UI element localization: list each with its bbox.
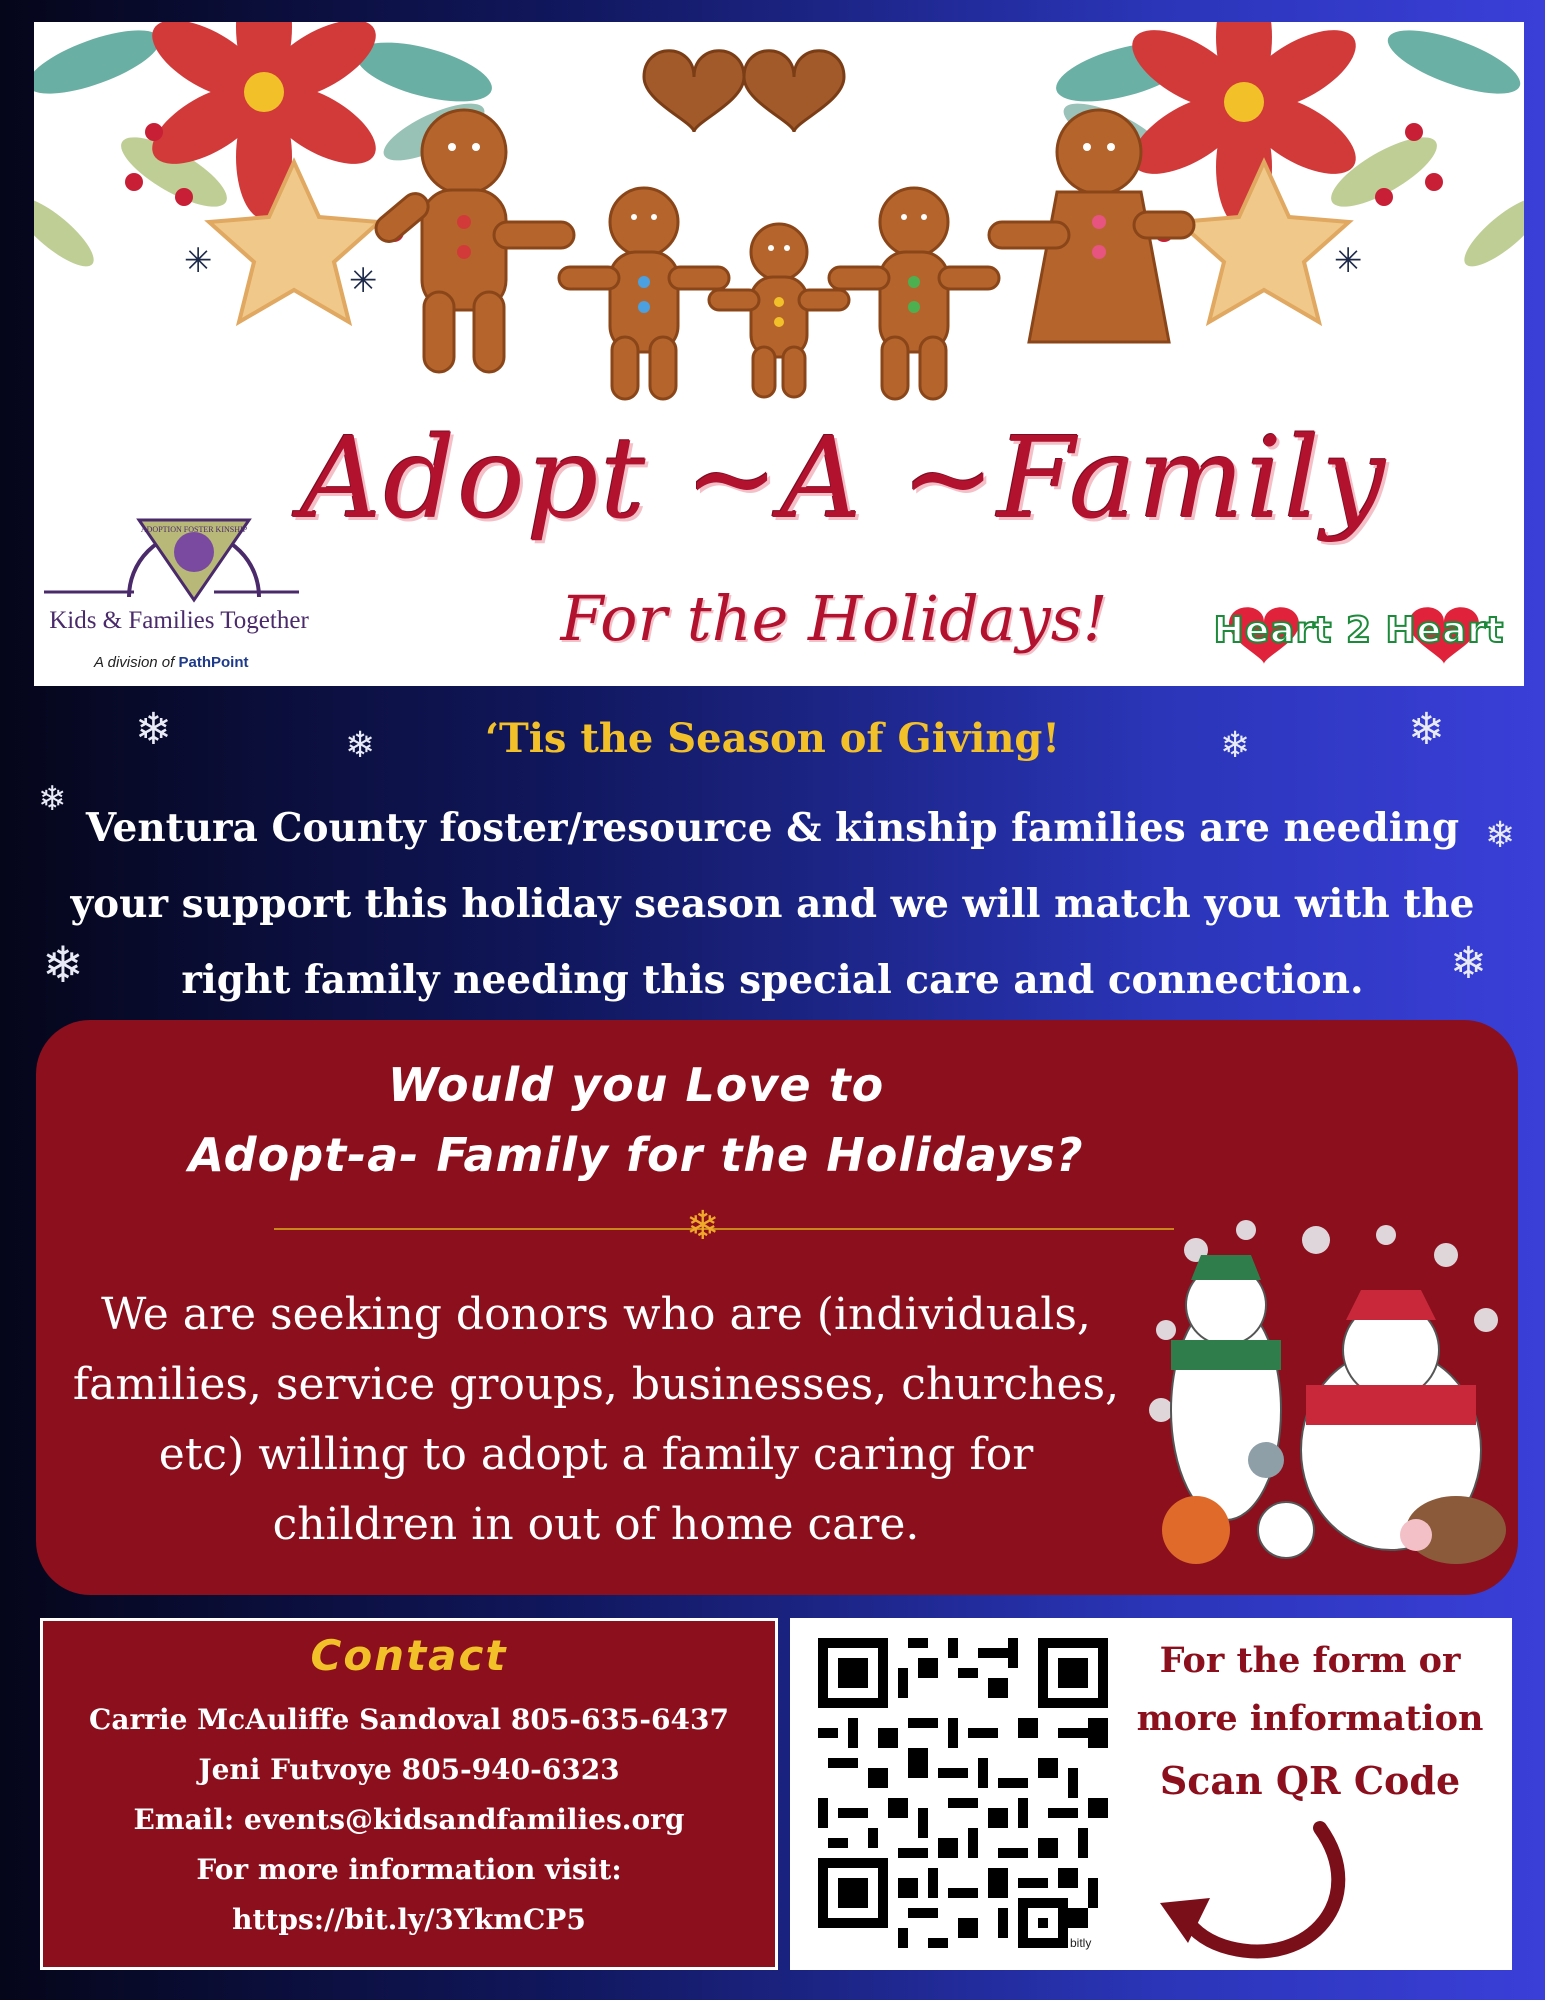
qr-instruction-line2: more information [1136, 1698, 1484, 1739]
qr-instruction-line3: Scan QR Code [1159, 1758, 1461, 1803]
info-link[interactable]: https://bit.ly/3YkmCP5 [232, 1903, 586, 1936]
snowflake-icon: ❄ [1408, 704, 1445, 755]
snowflake-icon: ❄ [135, 704, 172, 755]
donor-line: children in out of home care. [272, 1499, 920, 1550]
heart2heart-text: Heart 2 Heart [1213, 610, 1505, 651]
gingerbread-icon [371, 110, 1194, 399]
flyer-title: Adopt ~A ~Family [300, 414, 1388, 544]
snowflake-icon: ❄ [1450, 938, 1487, 989]
bitly-label: bitly [1070, 1936, 1092, 1950]
snowflake-icon: ❄ [42, 936, 84, 994]
qr-code-icon[interactable] [818, 1638, 1108, 1948]
donor-paragraph [56, 1280, 1136, 1560]
contact-email[interactable]: Email: events@kidsandfamilies.org [133, 1803, 685, 1836]
snowflake-icon: ❄ [38, 779, 67, 819]
snowflake-icon: ❄ [686, 1203, 720, 1249]
donor-line: We are seeking donors who are (individuals, [101, 1289, 1091, 1340]
intro-line: right family needing this special care and connection. [181, 957, 1364, 1003]
callout-question-line1: Would you Love to [387, 1058, 885, 1112]
kids-families-together-logo [44, 492, 324, 682]
heart-cookie-icon [644, 51, 844, 132]
flyer-subtitle: For the Holidays! [560, 582, 1108, 655]
contact-jeni: Jeni Futvoye 805-940-6323 [198, 1753, 620, 1786]
snowflake-icon: ❄ [345, 725, 376, 766]
kft-seal-text: ADOPTION FOSTER KINSHIP [140, 525, 248, 534]
ornament-divider [274, 1228, 1174, 1230]
polar-bear-icon [1136, 1210, 1516, 1580]
adopt-callout-box [36, 1020, 1518, 1595]
intro-line: Ventura County foster/resource & kinship families are needing [85, 805, 1460, 851]
donor-line: etc) willing to adopt a family caring for [158, 1429, 1034, 1480]
contact-panel [40, 1618, 778, 1970]
pathpoint-name: PathPoint [178, 654, 249, 671]
heart2heart-logo [1194, 602, 1524, 672]
snowflake-icon: ✳ [1334, 241, 1363, 281]
kft-name: Kids & Families Together [49, 607, 309, 634]
intro-line: your support this holiday season and we will match you with the [70, 881, 1475, 927]
snowflake-icon: ❄ [1485, 815, 1516, 856]
contact-title: Contact [310, 1631, 508, 1680]
holiday-banner [34, 22, 1524, 686]
poinsettia-icon [1120, 22, 1368, 229]
kft-division [94, 654, 249, 671]
more-info-label: For more information visit: [196, 1853, 622, 1886]
snowflake-icon: ✳ [349, 261, 378, 301]
season-heading: ‘Tis the Season of Giving! [485, 715, 1060, 762]
qr-instruction-line1: For the form or [1159, 1640, 1461, 1681]
qr-panel [790, 1618, 1512, 1970]
snowflake-icon: ❄ [1220, 725, 1251, 766]
kft-emblem-icon [44, 492, 324, 612]
curved-arrow-icon [1150, 1818, 1370, 1968]
contact-carrie: Carrie McAuliffe Sandoval 805-635-6437 [89, 1703, 729, 1736]
donor-line: families, service groups, businesses, churches, [72, 1359, 1120, 1410]
kft-division-prefix: A division of [94, 654, 175, 671]
snowflake-icon: ✳ [184, 241, 213, 281]
intro-paragraph [60, 790, 1485, 1018]
callout-question-line2: Adopt-a- Family for the Holidays? [188, 1128, 1084, 1182]
